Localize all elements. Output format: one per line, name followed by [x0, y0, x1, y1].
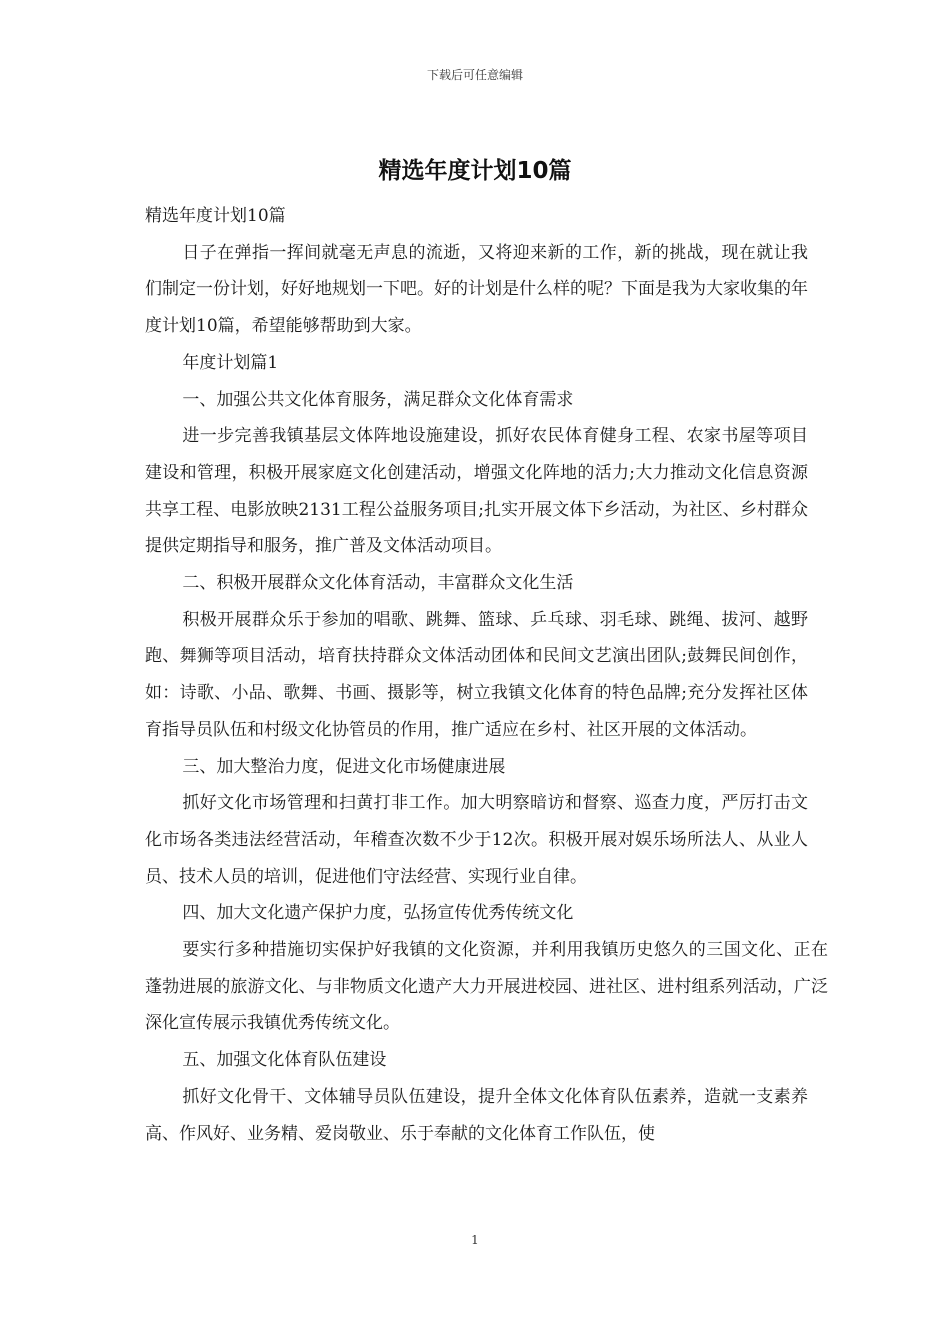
- section-heading-5: 五、加强文化体育队伍建设: [182, 1050, 387, 1071]
- body-paragraph-3: 抓好文化市场管理和扫黄打非工作。加大明察暗访和督察、巡查力度，严厉打击文化市场各类违法经营活动，年稽查次数不少于12次。积极开展对娱乐场所法人、从业人员、技术人员的培训，促进他们守法经营、实现行业自律。: [145, 793, 808, 887]
- section-heading-4: 四、加大文化遗产保护力度，弘扬宣传优秀传统文化: [182, 903, 574, 924]
- subtitle-line: 精选年度计划10篇: [145, 206, 286, 226]
- document-body: [145, 198, 828, 1152]
- intro-paragraph: 日子在弹指一挥间就毫无声息的流逝，又将迎来新的工作，新的挑战，现在就让我们制定一份计划，好好地规划一下吧。好的计划是什么样的呢？下面是我为大家收集的年度计划10篇，希望能够帮助到大家。: [145, 242, 808, 337]
- body-paragraph-1: 进一步完善我镇基层文体阵地设施建设，抓好农民体育健身工程、农家书屋等项目建设和管理，积极开展家庭文化创建活动，增强文化阵地的活力;大力推动文化信息资源共享工程、电影放映2131工程公益服务项目;扎实开展文体下乡活动，为社区、乡村群众提供定期指导和服务，推广普及文体活动项目。: [145, 426, 808, 557]
- page-number: 1: [471, 1233, 479, 1247]
- document-title: 精选年度计划10篇: [378, 158, 572, 184]
- body-paragraph-4: 要实行多种措施切实保护好我镇的文化资源，并利用我镇历史悠久的三国文化、正在蓬勃进展的旅游文化、与非物质文化遗产大力开展进校园、进社区、进村组系列活动，广泛深化宣传展示我镇优秀传统文化。: [145, 940, 828, 1034]
- body-paragraph-2: 积极开展群众乐于参加的唱歌、跳舞、篮球、乒乓球、羽毛球、跳绳、拔河、越野跑、舞狮等项目活动，培育扶持群众文体活动团体和民间文艺演出团队;鼓舞民间创作，如：诗歌、小品、歌舞、书画、摄影等，树立我镇文化体育的特色品牌;充分发挥社区体育指导员队伍和村级文化协管员的作用，推广适应在乡村、社区开展的文体活动。: [145, 609, 808, 740]
- section-heading-2: 二、积极开展群众文化体育活动，丰富群众文化生活: [182, 573, 574, 594]
- section-heading-1: 一、加强公共文化体育服务，满足群众文化体育需求: [182, 389, 574, 410]
- section-heading-3: 三、加大整治力度，促进文化市场健康进展: [182, 756, 506, 777]
- body-paragraph-5: 抓好文化骨干、文体辅导员队伍建设，提升全体文化体育队伍素养，造就一支素养高、作风好、业务精、爱岗敬业、乐于奉献的文化体育工作队伍，使: [145, 1086, 808, 1144]
- page-header: 下载后可任意编辑: [426, 68, 523, 82]
- section-heading-plan-1: 年度计划篇1: [182, 352, 279, 373]
